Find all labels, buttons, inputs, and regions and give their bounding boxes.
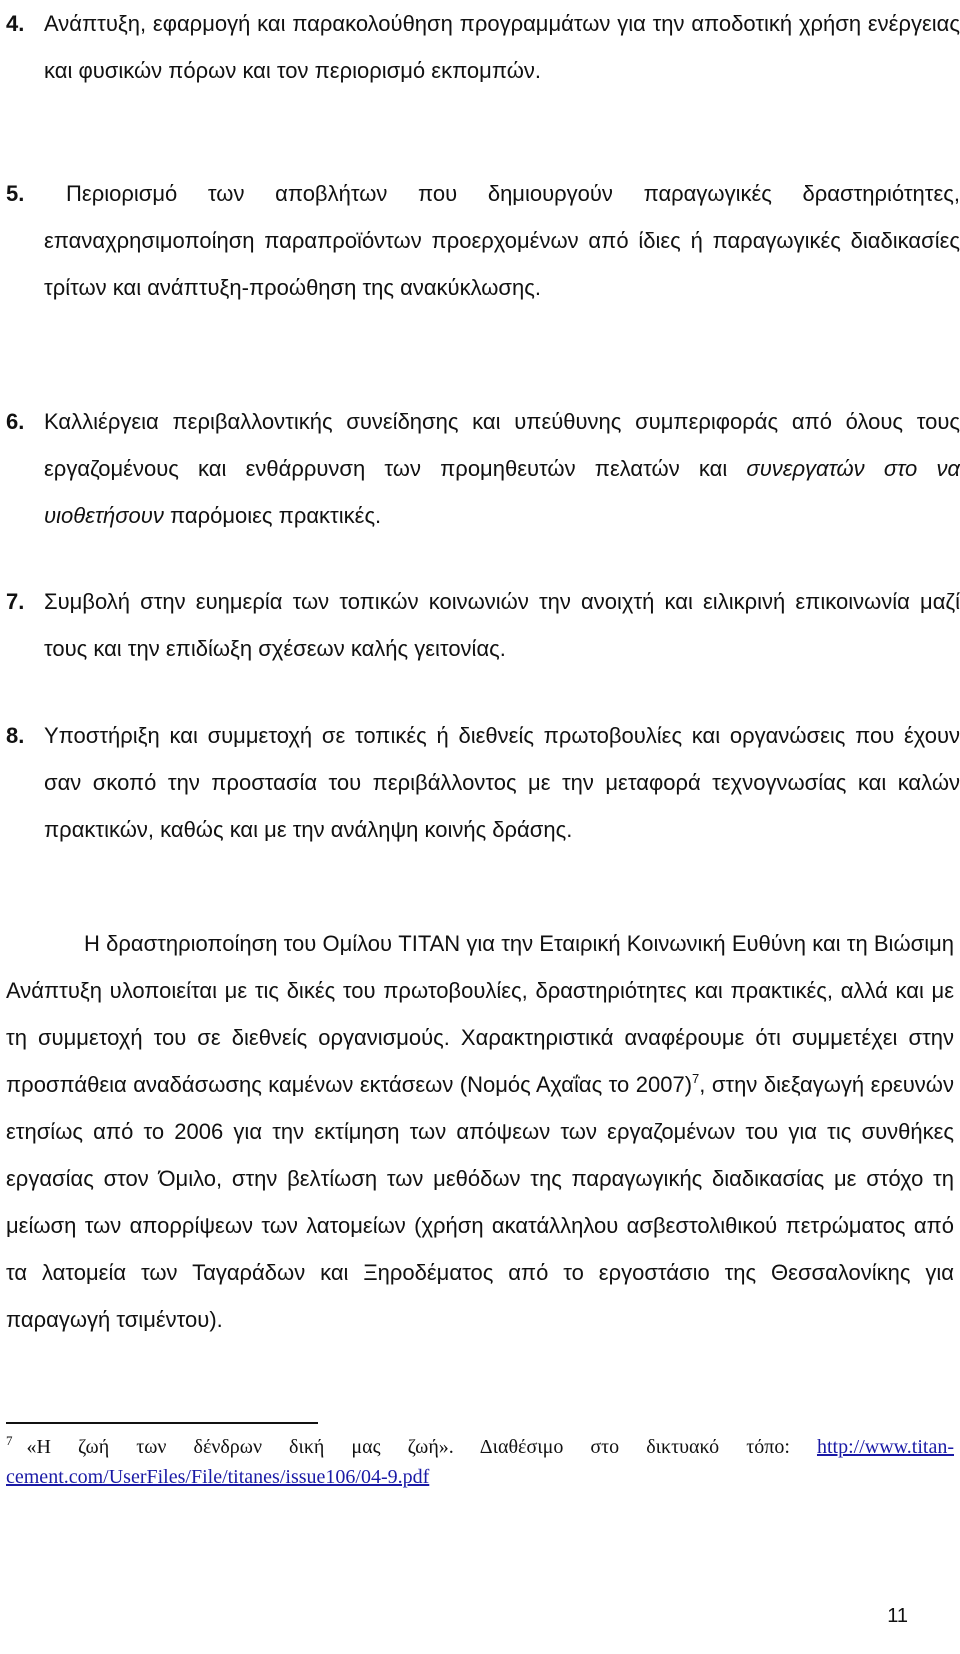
list-item-number: 8.: [6, 723, 25, 748]
list-item-7: [0, 578, 960, 672]
list-item-number: 7.: [6, 589, 25, 614]
list-item-text: Υποστήριξη και συμμετοχή σε τοπικές ή διεθνείς πρωτοβουλίες και οργανώσεις που έχουν σαν σκοπό την προστασία του περιβάλλοντος με την μεταφορά τεχνογνωσίας και καλών πρακτικών, καθώς και με την ανάληψη κοινής δράσης.: [44, 723, 960, 842]
list-item-number: 6.: [6, 409, 25, 434]
footnote: [6, 1432, 954, 1492]
footnote-reference[interactable]: 7: [692, 1071, 700, 1086]
footnote-link[interactable]: http://www.titan-cement.com/UserFiles/File/titanes/issue106/04-9.pdf: [6, 1436, 954, 1488]
list-item-text-after: παρόμοιες πρακτικές.: [163, 503, 382, 528]
list-item-text-before: Καλλιέργεια περιβαλλοντικής συνείδησης και υπεύθυνης συμπεριφοράς από όλους τους εργαζομένους και ενθάρρυνση των προμηθευτών πελατών και: [44, 409, 960, 481]
list-item-text-italic: συνεργατών στο να υιοθετήσουν: [44, 456, 960, 528]
footnote-separator: [6, 1422, 318, 1424]
list-item-4: [0, 0, 960, 94]
list-item-text: Συμβολή στην ευημερία των τοπικών κοινωνιών την ανοιχτή και ειλικρινή επικοινωνία μαζί τους και την επιδίωξη σχέσεων καλής γειτονίας.: [44, 589, 960, 661]
footnote-mark: 7: [6, 1433, 13, 1448]
main-paragraph-text-continued: , στην διεξαγωγή ερευνών ετησίως από το 2006 για την εκτίμηση των απόψεων των εργαζομένων του για τις συνθήκες εργασίας στον Όμιλο, στην βελτίωση των μεθόδων της παραγωγικής διαδικασίας με στόχο τη μείωση των απορρίψεων των λατομείων (χρήση ακατάλληλου ασβεστολιθικού πετρώματος από τα λατομεία των Ταγαράδων και Ξηροδέματος από το εργοστάσιο της Θεσσαλονίκης για παραγωγή τσιμέντου).: [6, 1072, 954, 1332]
list-item-8: [0, 712, 960, 853]
list-item-number: 4.: [6, 11, 25, 36]
footnote-text: «Η ζωή των δένδρων δική μας ζωή». Διαθέσιμο στο δικτυακό τόπο:: [26, 1436, 817, 1458]
list-item-5: [0, 170, 960, 311]
list-item-number: 5.: [6, 181, 25, 206]
list-item-text: Περιορισμό των αποβλήτων που δημιουργούν παραγωγικές δραστηριότητες, επαναχρησιμοποίηση παραπροϊόντων προερχομένων από ίδιες ή παραγωγικές διαδικασίες τρίτων και ανάπτυξη-προώθηση της ανακύκλωσης.: [44, 181, 960, 300]
main-paragraph: [6, 920, 954, 1343]
list-item-text: Ανάπτυξη, εφαρμογή και παρακολούθηση προγραμμάτων για την αποδοτική χρήση ενέργειας και φυσικών πόρων και τον περιορισμό εκπομπών.: [44, 11, 960, 83]
page-number: 11: [887, 1605, 908, 1627]
main-paragraph-text: Η δραστηριοποίηση του Ομίλου TITAN για την Εταιρική Κοινωνική Ευθύνη και τη Βιώσιμη Ανάπτυξη υλοποιείται με τις δικές του πρωτοβουλίες, δραστηριότητες και πρακτικές, αλλά και με τη συμμετοχή του σε διεθνείς οργανισμούς. Χαρακτηριστικά αναφέρουμε ότι συμμετέχει στην προσπάθεια αναδάσωσης καμένων εκτάσεων (Νομός Αχαΐας το 2007): [6, 931, 954, 1097]
list-item-6: [0, 398, 960, 539]
